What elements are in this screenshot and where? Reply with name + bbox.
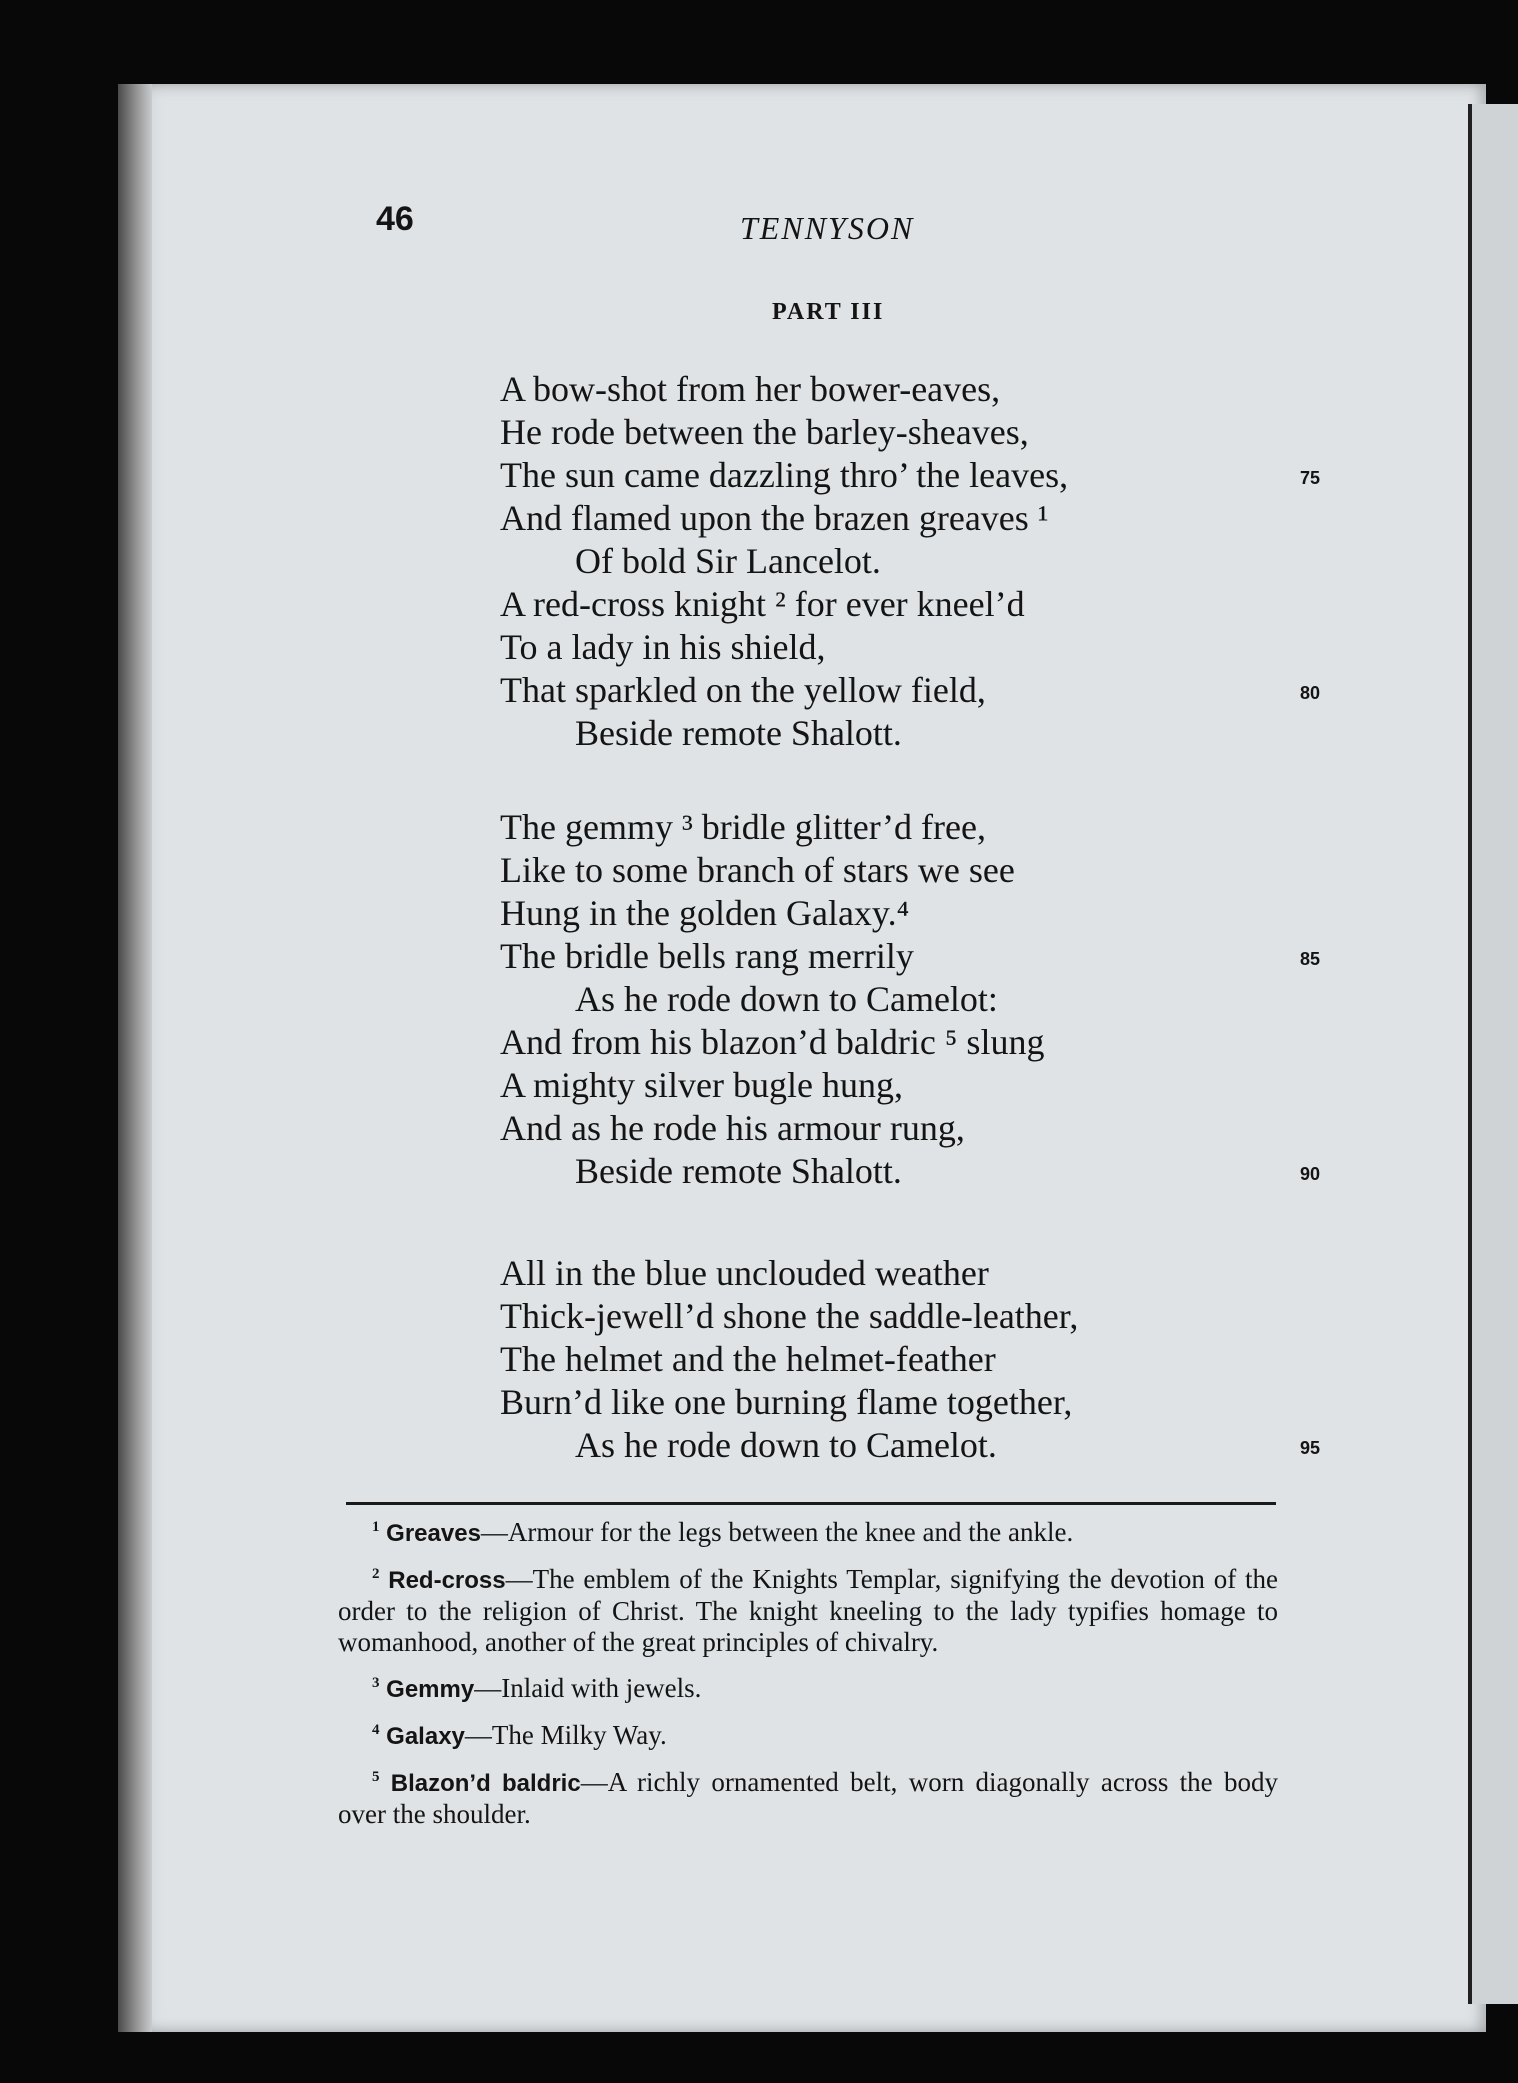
poem-line-text: Of bold Sir Lancelot. [575, 541, 881, 581]
poem-line [500, 1107, 1320, 1150]
footnote [338, 1762, 1278, 1830]
poem-line [500, 669, 1320, 712]
line-number: 90 [1299, 1164, 1320, 1184]
poem-line-text: A bow-shot from her bower-eaves, [500, 369, 1001, 409]
footnote-text: —The emblem of the Knights Templar, signifying the devotion of the order to the religion of Christ. The knight kneeling to the lady typifies homage to womanhood, another of the great principles of chivalry. [338, 1564, 1278, 1657]
poem-line-text: The bridle bells rang merrily [500, 936, 914, 976]
footnote-term: Blazon’d baldric [379, 1770, 581, 1797]
page-number: 46 [376, 200, 414, 238]
poem-line-text: And flamed upon the brazen greaves ¹ [500, 498, 1049, 538]
footnote [338, 1512, 1278, 1549]
poem-line [500, 849, 1320, 892]
running-title: TENNYSON [740, 210, 915, 246]
stanza [500, 806, 1320, 1193]
stanza [500, 1252, 1320, 1467]
facing-page-edge [1468, 104, 1518, 2004]
footnote-text: —A richly ornamented belt, worn diagonally across the body over the shoulder. [338, 1767, 1278, 1829]
poem-line-text: The sun came dazzling thro’ the leaves, [500, 455, 1069, 495]
poem-line [500, 978, 1320, 1021]
poem-line-text: He rode between the barley-sheaves, [500, 412, 1029, 452]
footnote-term: Greaves [379, 1520, 481, 1547]
stanza [500, 368, 1320, 755]
poem-line-text: Beside remote Shalott. [575, 713, 902, 753]
poem-line-text: Hung in the golden Galaxy.⁴ [500, 893, 910, 933]
poem-line [500, 1252, 1320, 1295]
poem-line [500, 1424, 1320, 1467]
poem-line [500, 1295, 1320, 1338]
footnote [338, 1559, 1278, 1658]
footnote-rule [346, 1502, 1276, 1505]
footnote-term: Gemmy [379, 1676, 475, 1703]
poem-line [500, 892, 1320, 935]
poem-line [500, 411, 1320, 454]
poem-line [500, 583, 1320, 626]
poem-line-text: And as he rode his armour rung, [500, 1108, 965, 1148]
footnote-term: Red-cross [379, 1567, 506, 1594]
poem-line-text: Like to some branch of stars we see [500, 850, 1015, 890]
poem-line-text: The gemmy ³ bridle glitter’d free, [500, 807, 986, 847]
poem-line [500, 806, 1320, 849]
footnote-mark: 4 [372, 1722, 380, 1738]
line-number: 95 [1299, 1438, 1320, 1458]
poem-line-text: All in the blue unclouded weather [500, 1253, 989, 1293]
poem-line [500, 1064, 1320, 1107]
poem-line-text: The helmet and the helmet-feather [500, 1339, 996, 1379]
poem-line [500, 497, 1320, 540]
poem-line [500, 712, 1320, 755]
footnote-text: —Armour for the legs between the knee and the ankle. [480, 1517, 1074, 1547]
poem-line [500, 1338, 1320, 1381]
poem-line [500, 1021, 1320, 1064]
poem-line-text: As he rode down to Camelot: [575, 979, 998, 1019]
poem-line [500, 1150, 1320, 1193]
poem-line-text: Burn’d like one burning flame together, [500, 1382, 1073, 1422]
footnote-mark: 5 [372, 1769, 380, 1785]
footnote-text: —Inlaid with jewels. [474, 1673, 702, 1703]
poem-line-text: And from his blazon’d baldric ⁵ slung [500, 1022, 1045, 1062]
poem-line-text: A mighty silver bugle hung, [500, 1065, 903, 1105]
poem-line-text: Beside remote Shalott. [575, 1151, 902, 1191]
line-number: 80 [1299, 683, 1320, 703]
footnote-mark: 1 [372, 1519, 380, 1535]
poem-line-text: To a lady in his shield, [500, 627, 826, 667]
poem-line-text: Thick-jewell’d shone the saddle-leather, [500, 1296, 1079, 1336]
book-binding [118, 84, 152, 2032]
line-number: 85 [1299, 949, 1320, 969]
footnote [338, 1715, 1278, 1752]
poem-line [500, 626, 1320, 669]
poem-line [500, 935, 1320, 978]
footnote-mark: 2 [372, 1566, 380, 1582]
footnote [338, 1668, 1278, 1705]
poem-line [500, 454, 1320, 497]
footnotes [338, 1512, 1278, 1840]
line-number: 75 [1299, 468, 1320, 488]
footnote-text: —The Milky Way. [464, 1720, 667, 1750]
poem-line [500, 368, 1320, 411]
poem-line [500, 540, 1320, 583]
poem-line [500, 1381, 1320, 1424]
poem-line-text: As he rode down to Camelot. [575, 1425, 997, 1465]
poem-line-text: That sparkled on the yellow field, [500, 670, 986, 710]
poem-line-text: A red-cross knight ² for ever kneel’d [500, 584, 1025, 624]
section-heading: PART III [772, 299, 885, 325]
footnote-mark: 3 [372, 1675, 380, 1691]
footnote-term: Galaxy [379, 1723, 465, 1750]
